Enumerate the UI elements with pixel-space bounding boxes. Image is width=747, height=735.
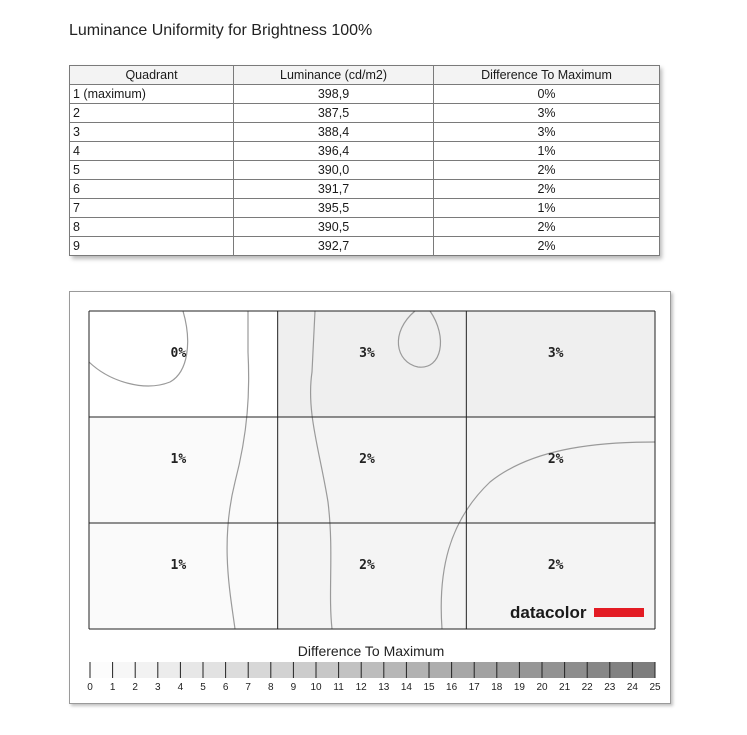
heatmap-cell xyxy=(89,523,278,629)
cell-value-label: 2% xyxy=(547,452,564,467)
legend-tick-label: 13 xyxy=(378,682,390,693)
legend-tick-label: 18 xyxy=(491,682,503,693)
heatmap-cell xyxy=(278,417,467,523)
table-row xyxy=(70,199,660,218)
table-row xyxy=(70,123,660,142)
legend-swatch xyxy=(158,662,181,678)
legend-tick-label: 8 xyxy=(268,682,274,693)
table-row xyxy=(70,218,660,237)
legend-swatch xyxy=(406,662,429,678)
difference-cell: 2% xyxy=(434,180,660,199)
luminance-cell: 387,5 xyxy=(234,104,434,123)
legend-tick-label: 25 xyxy=(649,682,661,693)
legend-tick-label: 9 xyxy=(290,682,297,693)
quadrant-cell: 3 xyxy=(70,123,234,142)
quadrant-cell: 4 xyxy=(70,142,234,161)
legend-swatch xyxy=(587,662,610,678)
cell-value-label: 2% xyxy=(359,558,375,573)
uniformity-table xyxy=(69,65,660,256)
luminance-cell: 390,0 xyxy=(234,161,434,180)
legend-tick-label: 12 xyxy=(355,682,367,693)
difference-cell: 2% xyxy=(434,161,660,180)
legend-swatch xyxy=(610,662,633,678)
cell-value-label: 3% xyxy=(547,346,564,361)
quadrant-cell: 8 xyxy=(70,218,234,237)
col-header-quadrant: Quadrant xyxy=(70,66,234,85)
legend-tick-label: 17 xyxy=(468,682,480,693)
legend-swatch xyxy=(632,662,655,678)
quadrant-cell: 7 xyxy=(70,199,234,218)
heatmap-cell xyxy=(466,417,655,523)
legend-tick-label: 2 xyxy=(132,682,138,693)
page-title: Luminance Uniformity for Brightness 100% xyxy=(69,22,373,39)
legend-tick-label: 10 xyxy=(310,682,322,693)
legend-tick-label: 3 xyxy=(155,682,161,693)
difference-cell: 3% xyxy=(434,123,660,142)
legend-tick-label: 14 xyxy=(400,682,412,693)
table-row xyxy=(70,161,660,180)
table-row xyxy=(70,237,660,256)
uniformity-map-panel xyxy=(69,291,671,704)
legend-tick-label: 7 xyxy=(245,682,251,693)
legend-swatch xyxy=(497,662,520,678)
legend-swatch xyxy=(226,662,249,678)
legend-tick-label: 4 xyxy=(177,682,184,693)
quadrant-cell: 2 xyxy=(70,104,234,123)
legend-tick-label: 6 xyxy=(222,682,229,693)
quadrant-cell: 5 xyxy=(70,161,234,180)
cell-value-label: 2% xyxy=(359,452,375,467)
cell-value-label: 2% xyxy=(547,558,564,573)
legend-tick-label: 22 xyxy=(581,682,593,693)
difference-cell: 3% xyxy=(434,104,660,123)
legend-tick-label: 16 xyxy=(446,682,458,693)
difference-cell: 1% xyxy=(434,199,660,218)
cell-value-label: 1% xyxy=(170,452,187,467)
uniformity-table-wrap xyxy=(69,65,659,256)
cell-value-label: 3% xyxy=(359,346,375,361)
legend-swatch xyxy=(361,662,384,678)
legend-title: Difference To Maximum xyxy=(297,643,445,659)
legend-swatch xyxy=(519,662,542,678)
table-row xyxy=(70,180,660,199)
legend-swatch xyxy=(542,662,565,678)
legend-swatch xyxy=(565,662,588,678)
legend-tick-label: 1 xyxy=(109,682,116,693)
quadrant-cell: 1 (maximum) xyxy=(70,85,234,104)
table-row xyxy=(70,142,660,161)
legend-tick-label: 20 xyxy=(536,682,548,693)
luminance-cell: 388,4 xyxy=(234,123,434,142)
legend-tick-label: 5 xyxy=(200,682,206,693)
difference-cell: 0% xyxy=(434,85,660,104)
heatmap-cell xyxy=(466,311,655,417)
luminance-cell: 390,5 xyxy=(234,218,434,237)
quadrant-cell: 6 xyxy=(70,180,234,199)
luminance-cell: 391,7 xyxy=(234,180,434,199)
cell-value-label: 0% xyxy=(170,346,187,361)
legend-swatch xyxy=(203,662,226,678)
legend-tick-label: 23 xyxy=(604,682,616,693)
legend-swatch xyxy=(135,662,158,678)
difference-cell: 2% xyxy=(434,237,660,256)
legend-swatch xyxy=(90,662,113,678)
legend-swatch xyxy=(474,662,497,678)
table-row xyxy=(70,104,660,123)
luminance-cell: 395,5 xyxy=(234,199,434,218)
legend-swatch xyxy=(248,662,271,678)
legend-swatch xyxy=(316,662,339,678)
uniformity-heatmap xyxy=(70,292,672,705)
cell-value-label: 1% xyxy=(170,558,187,573)
legend-swatch xyxy=(113,662,136,678)
legend-swatch xyxy=(452,662,475,678)
heatmap-cell xyxy=(89,417,278,523)
table-row xyxy=(70,85,660,104)
legend-tick-label: 19 xyxy=(513,682,525,693)
legend-tick-label: 15 xyxy=(423,682,435,693)
legend-swatch xyxy=(271,662,294,678)
legend-tick-label: 11 xyxy=(333,682,344,693)
legend-swatch xyxy=(180,662,203,678)
luminance-cell: 396,4 xyxy=(234,142,434,161)
col-header-luminance: Luminance (cd/m2) xyxy=(234,66,434,85)
difference-cell: 1% xyxy=(434,142,660,161)
legend-tick-label: 0 xyxy=(87,682,93,693)
datacolor-logo-bar xyxy=(594,608,644,617)
col-header-difference: Difference To Maximum xyxy=(434,66,660,85)
legend-tick-label: 21 xyxy=(559,682,571,693)
datacolor-logo: datacolor xyxy=(510,603,587,622)
luminance-cell: 392,7 xyxy=(234,237,434,256)
legend-swatch xyxy=(384,662,407,678)
difference-cell: 2% xyxy=(434,218,660,237)
luminance-cell: 398,9 xyxy=(234,85,434,104)
heatmap-cell xyxy=(89,311,278,417)
table-header-row xyxy=(70,66,660,85)
legend-swatch xyxy=(293,662,316,678)
quadrant-cell: 9 xyxy=(70,237,234,256)
heatmap-cell xyxy=(278,523,467,629)
legend-swatch xyxy=(339,662,362,678)
legend-tick-label: 24 xyxy=(626,682,638,693)
legend-swatch xyxy=(429,662,452,678)
